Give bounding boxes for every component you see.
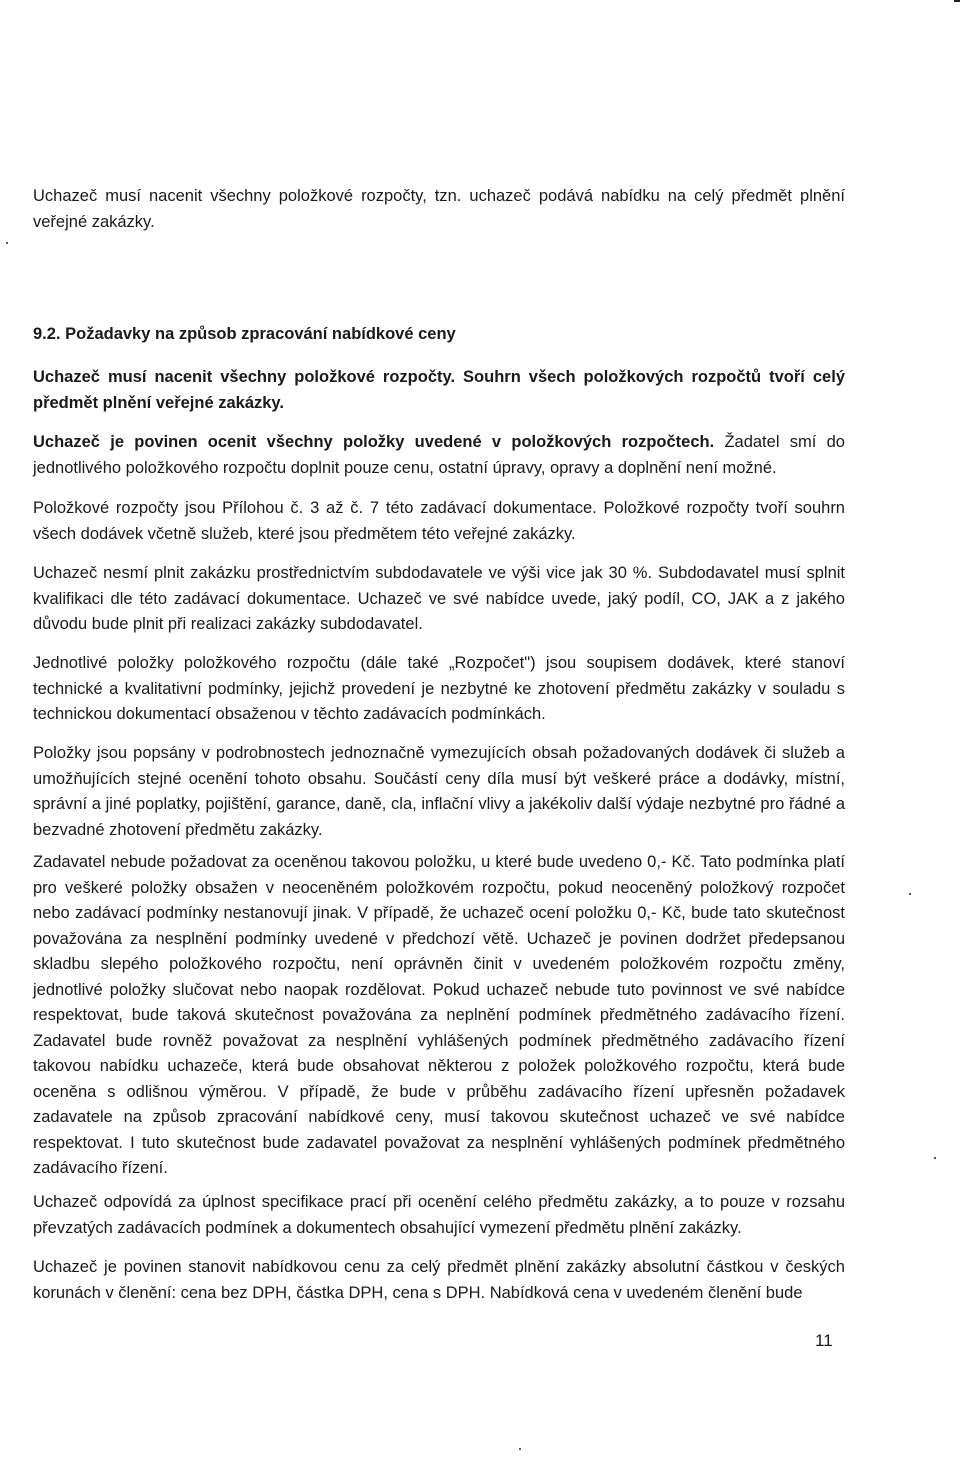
paragraph-bid-price: Uchazeč je povinen stanovit nabídkovou cenu za celý předmět plnění zakázky absolutní částkou v českých korunách v členění: cena bez DPH, částka DPH, cena s DPH. Nabídková cena v uvedeném členění bude bbox=[33, 1258, 845, 1302]
paragraph-pricing-rules-bold: Uchazeč je povinen ocenit všechny položky uvedené v položkových rozpočtech. bbox=[33, 433, 715, 451]
paragraph-pricing-rules-rest: Žadatel smí do jednotlivého položkového rozpočtu doplnit pouze cenu, ostatní úpravy, opravy a doplnění není možné. bbox=[33, 433, 845, 477]
scan-speck bbox=[934, 1157, 936, 1159]
paragraph-pricing-rules bbox=[33, 430, 845, 481]
page-number: 11 bbox=[815, 1331, 833, 1350]
intro-paragraph: Uchazeč musí nacenit všechny položkové rozpočty, tzn. uchazeč podává nabídku na celý předmět plnění veřejné zakázky. bbox=[33, 187, 845, 231]
scan-edge-mark bbox=[954, 0, 960, 2]
paragraph-zero-price: Zadavatel nebude požadovat za oceněnou takovou položku, u které bude uvedeno 0,- Kč. Tato podmínka platí pro veškeré položky obsažen v neoceněném položkovém rozpočtu, pokud neoceněný položkový rozpočet nebo zadávací podmínky nestanovují jinak. V případě, že uchazeč ocení položku 0,- Kč, bude tato skutečnost považována za nesplnění podmínky uvedené v předchozí větě. Uchazeč je povinen dodržet předepsanou skladbu slepého položkového rozpočtu, není oprávněn činit v uvedeném položkovém rozpočtu změny, jednotlivé položky slučovat nebo naopak rozdělovat. Pokud uchazeč nebude tuto povinnost ve své nabídce respektovat, bude taková skutečnost považována za neplnění podmínek předmětného zadávacího řízení. Zadavatel bude rovněž považovat za nesplnění vyhlášených podmínek předmětného zadávacího řízení takovou nabídku uchazeče, která bude obsahovat některou z položek položkového rozpočtu, která bude oceněna s odlišnou výměrou. V případě, že bude v průběhu zadávacího řízení upřesněn požadavek zadavatele na způsob zpracování nabídkové ceny, musí takovou skutečnost uchazeč ve své nabídce respektovat. I tuto skutečnost bude zadavatel považovat za nesplnění vyhlášených podmínek předmětného zadávacího řízení. bbox=[33, 853, 845, 1177]
paragraph-subcontractor: Uchazeč nesmí plnit zakázku prostřednictvím subdodavatele ve výši vice jak 30 %. Subdodavatel musí splnit kvalifikaci dle této zadávací dokumentace. Uchazeč ve své nabídce uvede, jaký podíl, CO, JAK a z jakého důvodu bude plnit při realizaci zakázky subdodavatel. bbox=[33, 564, 845, 633]
paragraph-attachments: Položkové rozpočty jsou Přílohou č. 3 až č. 7 této zadávací dokumentace. Položkové rozpočty tvoří souhrn všech dodávek včetně služeb, které jsou předmětem této veřejné zakázky. bbox=[33, 499, 845, 543]
scan-speck bbox=[6, 242, 8, 244]
scan-speck bbox=[519, 1448, 521, 1450]
paragraph-items: Jednotlivé položky položkového rozpočtu (dále také „Rozpočet") jsou soupisem dodávek, které stanoví technické a kvalitativní podmínky, jejichž provedení je nezbytné ke zhotovení předmětu zakázky v souladu s technickou dokumentací obsaženou v těchto zadávacích podmínkách. bbox=[33, 654, 845, 723]
section-heading: 9.2. Požadavky na způsob zpracování nabídkové ceny bbox=[33, 325, 456, 343]
paragraph-item-description: Položky jsou popsány v podrobnostech jednoznačně vymezujících obsah požadovaných dodávek či služeb a umožňujících stejné ocenění tohoto obsahu. Součástí ceny díla musí být veškeré práce a dodávky, místní, správní a jiné poplatky, pojištění, garance, daně, cla, inflační vlivy a jakékoliv další výdaje nezbytné pro řádné a bezvadné zhotovení předmětu zakázky. bbox=[33, 744, 845, 839]
paragraph-completeness: Uchazeč odpovídá za úplnost specifikace prací při ocenění celého předmětu zakázky, a to pouze v rozsahu převzatých zadávacích podmínek a dokumentech obsahující vymezení předmětu plnění zakázky. bbox=[33, 1193, 845, 1237]
scan-speck bbox=[909, 893, 911, 895]
bold-paragraph: Uchazeč musí nacenit všechny položkové rozpočty. Souhrn všech položkových rozpočtů tvoří celý předmět plnění veřejné zakázky. bbox=[33, 368, 845, 412]
